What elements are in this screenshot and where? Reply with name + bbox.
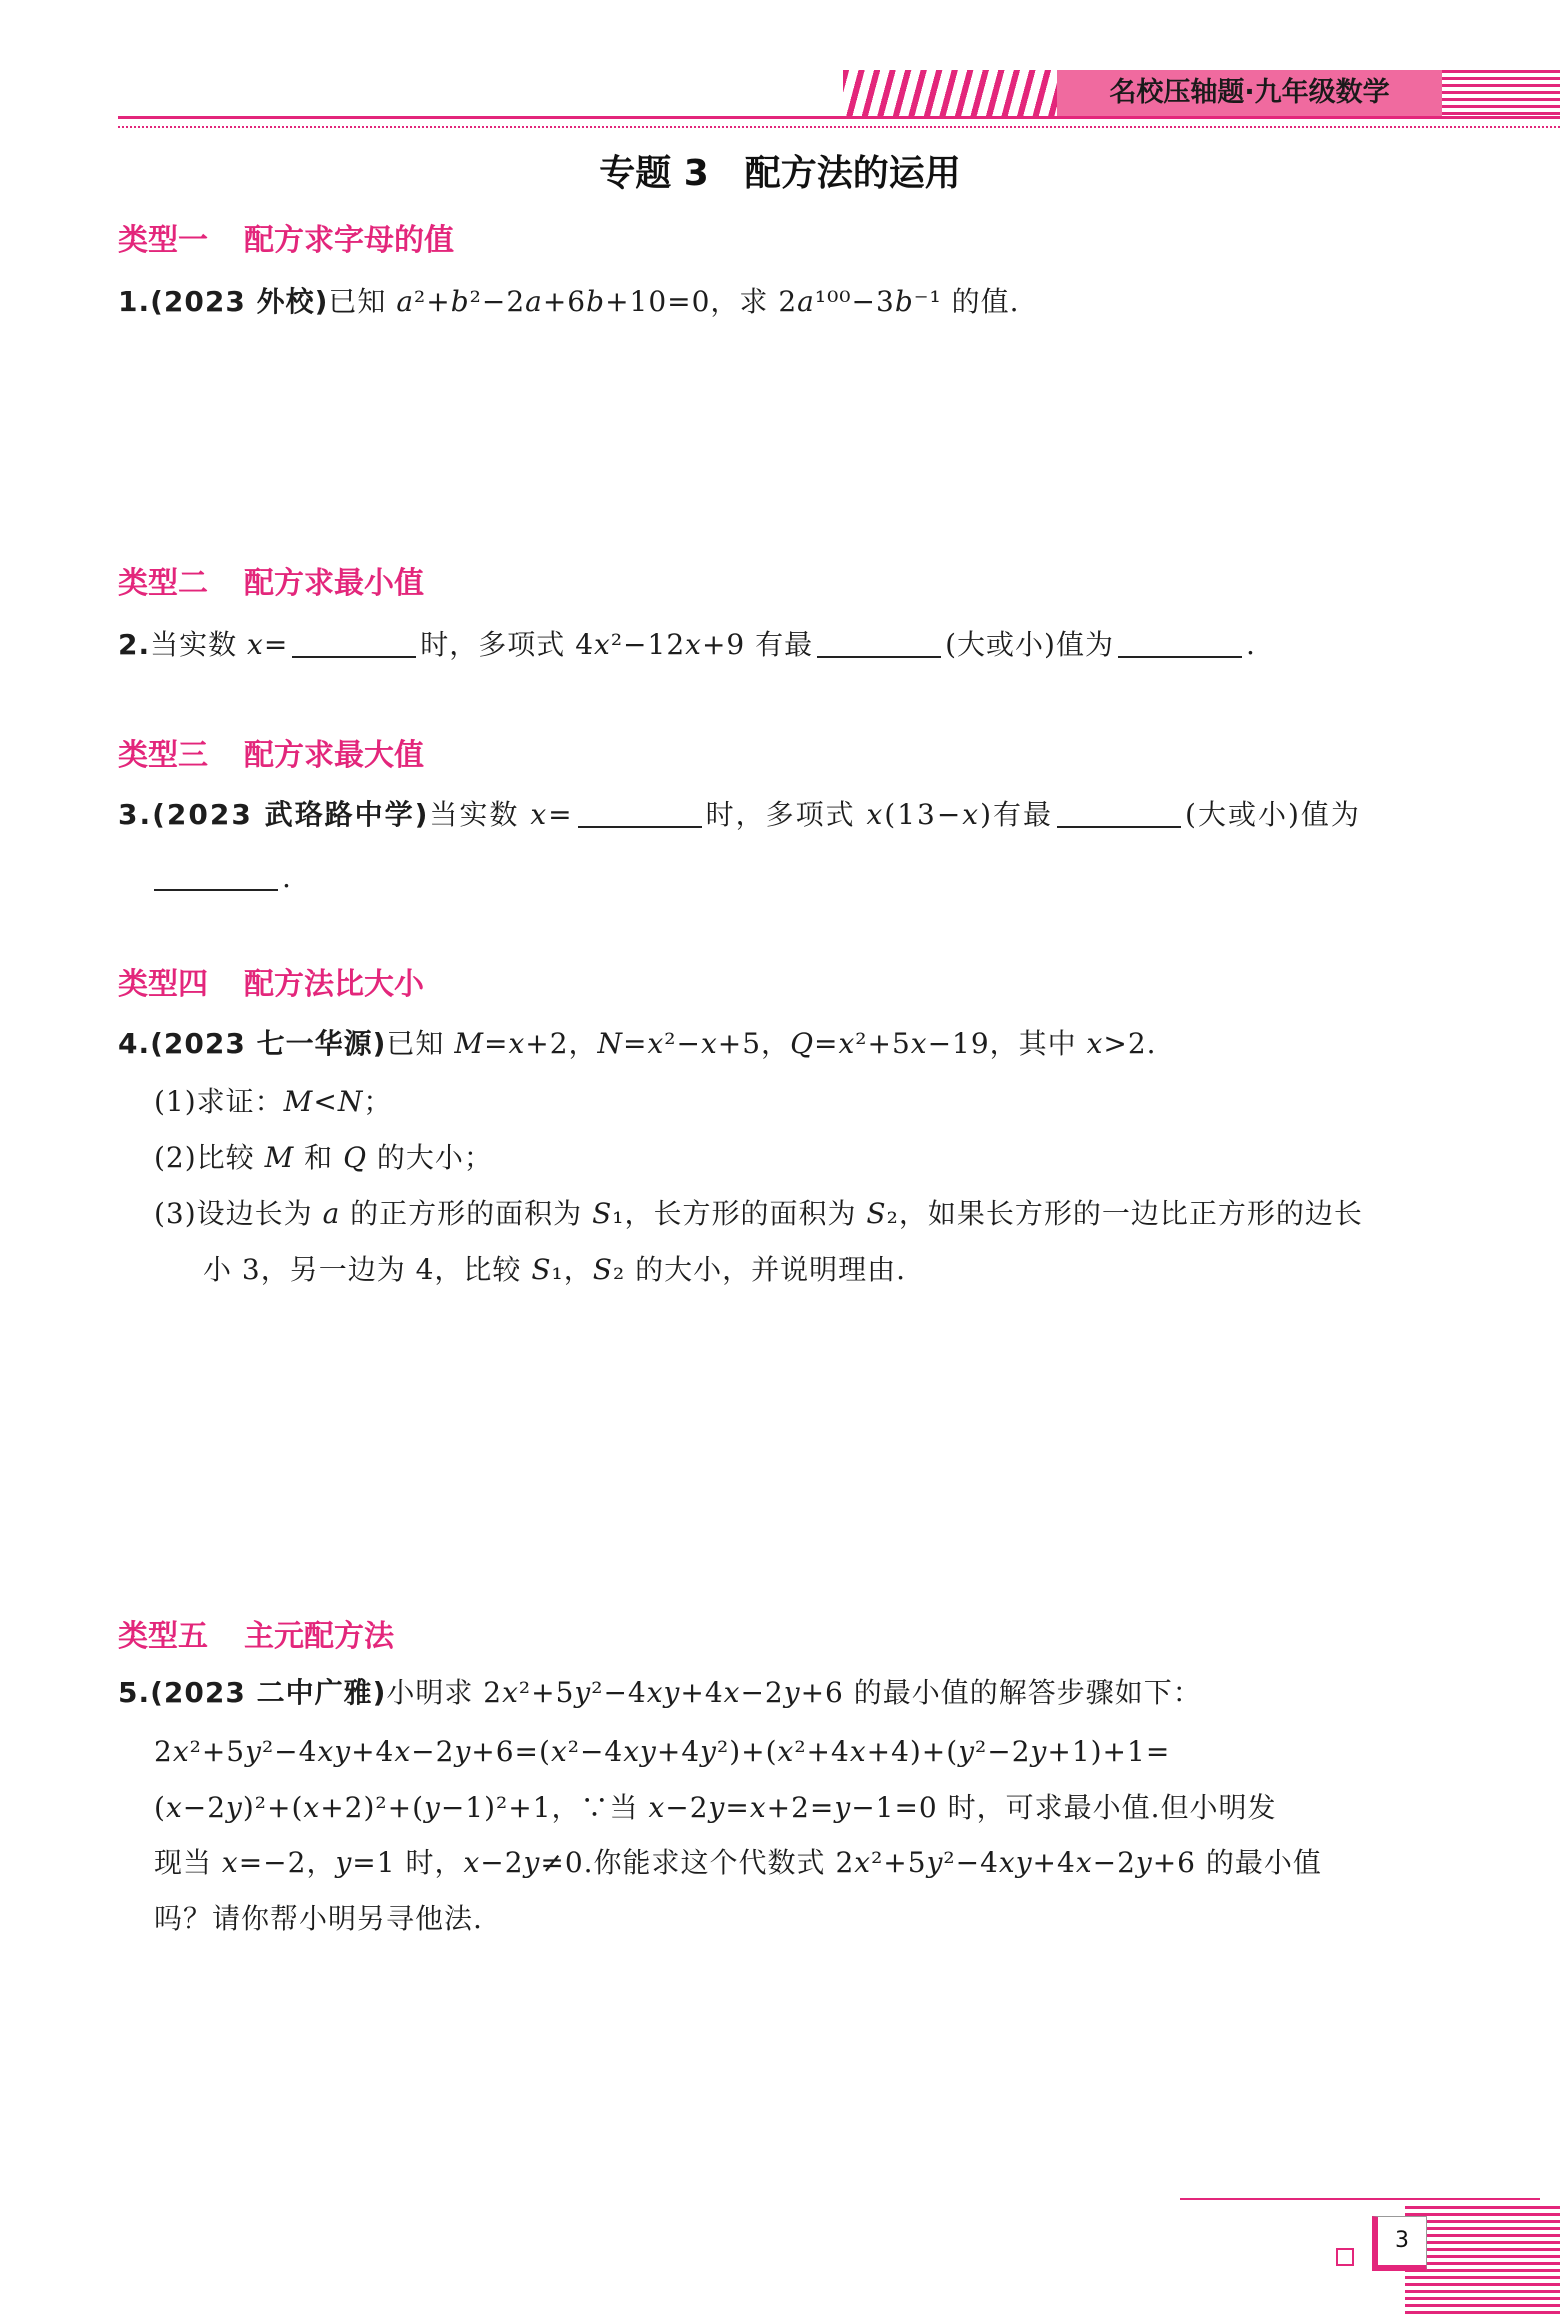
problem-4-part-2: (2)比较 M 和 Q 的大小； bbox=[154, 1141, 493, 1174]
problem-1 bbox=[118, 283, 1020, 321]
problem-number: 4. bbox=[118, 1027, 151, 1060]
section-heading-1 bbox=[118, 220, 454, 262]
section-heading-2 bbox=[118, 563, 424, 605]
answer-blank bbox=[817, 626, 941, 658]
section-name: 主元配方法 bbox=[244, 1619, 394, 1654]
problem-number: 1. bbox=[118, 285, 151, 318]
page-title: 专题 3 配方法的运用 bbox=[599, 153, 961, 194]
problem-text: 已知 a²+b²−2a+6b+10=0，求 2a¹⁰⁰−3b⁻¹ 的值. bbox=[328, 285, 1020, 318]
problem-5-line-1: 2x²+5y²−4xy+4x−2y+6=(x²−4xy+4y²)+(x²+4x+4)+(y²−2y+1)+1= bbox=[154, 1735, 1171, 1768]
footer-rule bbox=[1180, 2198, 1540, 2200]
problem-number: 3. bbox=[118, 798, 153, 831]
problem-text: 小明求 2x²+5y²−4xy+4x−2y+6 的最小值的解答步骤如下： bbox=[386, 1676, 1202, 1709]
problem-text-part: (大或小)值为 bbox=[945, 628, 1114, 661]
header-diagonal-stripes bbox=[843, 70, 1057, 116]
section-label: 类型三 bbox=[118, 738, 208, 773]
answer-blank bbox=[292, 626, 416, 658]
footer-square-icon bbox=[1336, 2248, 1354, 2266]
section-heading-5 bbox=[118, 1616, 394, 1658]
problem-text-part: 当实数 x= bbox=[429, 798, 574, 831]
section-label: 类型二 bbox=[118, 566, 208, 601]
problem-text-part: (大或小)值为 bbox=[1185, 798, 1361, 831]
problem-text-part: 时，多项式 x(13−x)有最 bbox=[705, 798, 1054, 831]
problem-number: 2. bbox=[118, 628, 151, 661]
section-name: 配方求最大值 bbox=[244, 738, 424, 773]
section-name: 配方求字母的值 bbox=[244, 223, 454, 258]
answer-blank bbox=[154, 859, 278, 891]
header-dotted-rule bbox=[118, 126, 1560, 128]
problem-3 bbox=[118, 796, 1361, 834]
problem-text-part: 时，多项式 4x²−12x+9 有最 bbox=[420, 628, 814, 661]
problem-source: (2023 武珞路中学) bbox=[152, 798, 430, 831]
header-horizontal-stripes bbox=[1442, 70, 1560, 116]
answer-blank bbox=[1118, 626, 1242, 658]
answer-blank bbox=[1057, 796, 1181, 828]
section-name: 配方法比大小 bbox=[244, 967, 424, 1002]
problem-5-line-4: 吗？请你帮小明另寻他法. bbox=[154, 1902, 483, 1935]
problem-text: 已知 M=x+2，N=x²−x+5，Q=x²+5x−19，其中 x>2. bbox=[386, 1027, 1157, 1060]
problem-4-part-3: (3)设边长为 a 的正方形的面积为 S₁，长方形的面积为 S₂，如果长方形的一边比正方形的边长 bbox=[154, 1197, 1363, 1230]
problem-5-line-2: (x−2y)²+(x+2)²+(y−1)²+1，∵当 x−2y=x+2=y−1=0 时，可求最小值.但小明发 bbox=[154, 1791, 1277, 1824]
page-number: 3 bbox=[1372, 2216, 1427, 2271]
header-banner: 名校压轴题·九年级数学 bbox=[1057, 70, 1442, 116]
section-heading-3 bbox=[118, 735, 424, 777]
problem-number: 5. bbox=[118, 1676, 151, 1709]
problem-4 bbox=[118, 1025, 1157, 1063]
problem-4-part-1: (1)求证：M<N； bbox=[154, 1085, 393, 1118]
section-heading-4 bbox=[118, 964, 424, 1006]
problem-text-part: 当实数 x= bbox=[150, 628, 289, 661]
problem-4-part-3-continuation: 小 3，另一边为 4，比较 S₁，S₂ 的大小，并说明理由. bbox=[203, 1253, 906, 1286]
section-name: 配方求最小值 bbox=[244, 566, 424, 601]
section-label: 类型一 bbox=[118, 223, 208, 258]
problem-text-part: . bbox=[1245, 628, 1256, 661]
header-rule bbox=[118, 116, 1560, 119]
problem-5 bbox=[118, 1674, 1202, 1712]
section-label: 类型五 bbox=[118, 1619, 208, 1654]
problem-source: (2023 七一华源) bbox=[150, 1027, 387, 1060]
problem-5-line-3: 现当 x=−2，y=1 时，x−2y≠0.你能求这个代数式 2x²+5y²−4xy+4x−2y+6 的最小值 bbox=[154, 1846, 1322, 1879]
problem-source: (2023 二中广雅) bbox=[150, 1676, 387, 1709]
footer-stripes bbox=[1405, 2206, 1560, 2318]
section-label: 类型四 bbox=[118, 967, 208, 1002]
problem-source: (2023 外校) bbox=[150, 285, 329, 318]
problem-2 bbox=[118, 626, 1256, 664]
answer-blank bbox=[578, 796, 702, 828]
problem-3-continuation bbox=[154, 859, 292, 897]
problem-text-part: . bbox=[282, 861, 292, 894]
